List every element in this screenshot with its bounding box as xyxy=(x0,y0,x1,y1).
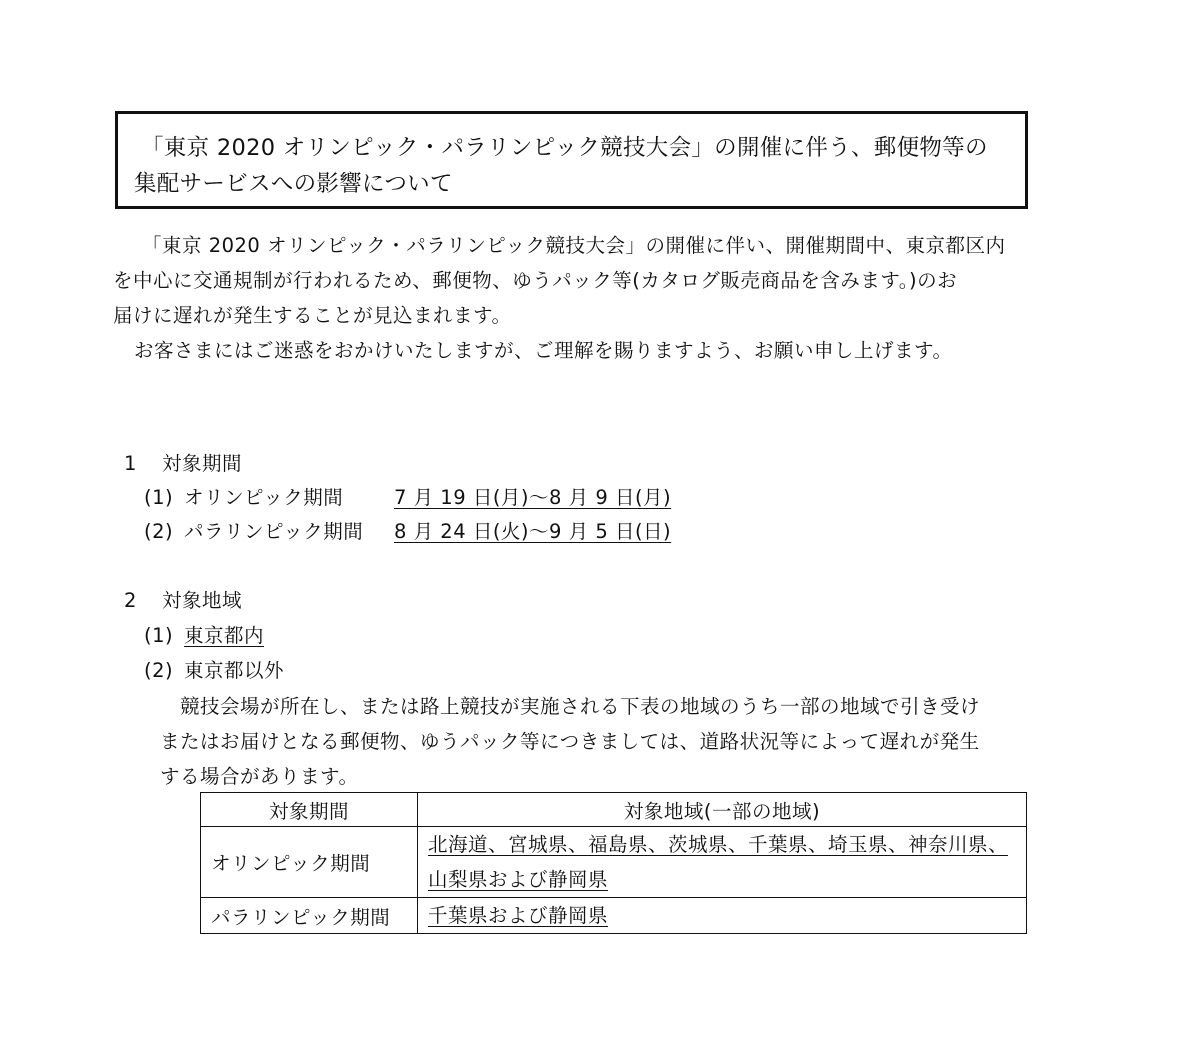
table-row xyxy=(201,898,1027,934)
intro-paragraph xyxy=(113,228,1043,368)
table-cell-period: オリンピック期間 xyxy=(201,827,418,898)
section-1-heading xyxy=(124,447,242,481)
area-item-number: (2) xyxy=(144,659,174,682)
area-item-outside-tokyo xyxy=(144,654,284,688)
intro-line-1: 「東京 2020 オリンピック・パラリンピック競技大会」の開催に伴い、開催期間中、東京都区内 xyxy=(142,234,1006,257)
area-note xyxy=(160,689,1040,794)
period-item-number: (1) xyxy=(144,486,174,509)
table-cell-areas xyxy=(418,827,1027,898)
section-1-number: 1 xyxy=(124,452,137,475)
intro-line-2: を中心に交通規制が行われるため、郵便物、ゆうパック等(カタログ販売商品を含みます。)のお xyxy=(113,269,958,292)
table-header-area: 対象地域(一部の地域) xyxy=(418,793,1027,827)
areas-line-1: 千葉県および静岡県 xyxy=(428,904,609,927)
period-item-olympic xyxy=(144,481,671,515)
notice-title-box xyxy=(115,111,1028,209)
period-item-number: (2) xyxy=(144,520,174,543)
table-header-period: 対象期間 xyxy=(201,793,418,827)
area-item-label: 東京都以外 xyxy=(184,659,285,682)
intro-line-3: 届けに遅れが発生することが見込まれます。 xyxy=(113,304,512,327)
period-item-dates: 7 月 19 日(月)～8 月 9 日(月) xyxy=(394,486,672,509)
intro-line-4: お客さまにはご迷惑をおかけいたしますが、ご理解を賜りますよう、お願い申し上げます。 xyxy=(134,339,953,362)
table-header-row xyxy=(201,793,1027,827)
table-cell-period: パラリンピック期間 xyxy=(201,898,418,934)
area-note-line-3: する場合があります。 xyxy=(160,765,359,788)
period-item-paralympic xyxy=(144,515,671,549)
area-note-line-1: 競技会場が所在し、または路上競技が実施される下表の地域のうち一部の地域で引き受け xyxy=(180,695,981,718)
area-item-label: 東京都内 xyxy=(184,624,265,647)
section-2-title: 対象地域 xyxy=(162,589,243,612)
period-item-dates: 8 月 24 日(火)～9 月 5 日(日) xyxy=(394,520,672,543)
section-2-heading xyxy=(124,584,242,618)
region-table xyxy=(200,792,1027,934)
area-note-line-2: またはお届けとなる郵便物、ゆうパック等につきましては、道路状況等によって遅れが発生 xyxy=(160,730,980,753)
table-row xyxy=(201,827,1027,898)
area-item-number: (1) xyxy=(144,624,174,647)
section-1-title: 対象期間 xyxy=(162,452,243,475)
areas-line-1: 北海道、宮城県、福島県、茨城県、千葉県、埼玉県、神奈川県、 xyxy=(428,833,1009,856)
section-2-number: 2 xyxy=(124,589,137,612)
title-line-1: 「東京 2020 オリンピック・パラリンピック競技大会」の開催に伴う、郵便物等の xyxy=(141,135,988,161)
period-item-label: パラリンピック期間 xyxy=(184,520,364,543)
area-item-tokyo xyxy=(144,619,264,653)
title-line-2: 集配サービスへの影響について xyxy=(134,171,453,197)
table-cell-areas xyxy=(418,898,1027,934)
period-item-label: オリンピック期間 xyxy=(184,486,344,509)
areas-line-2: 山梨県および静岡県 xyxy=(428,868,609,891)
